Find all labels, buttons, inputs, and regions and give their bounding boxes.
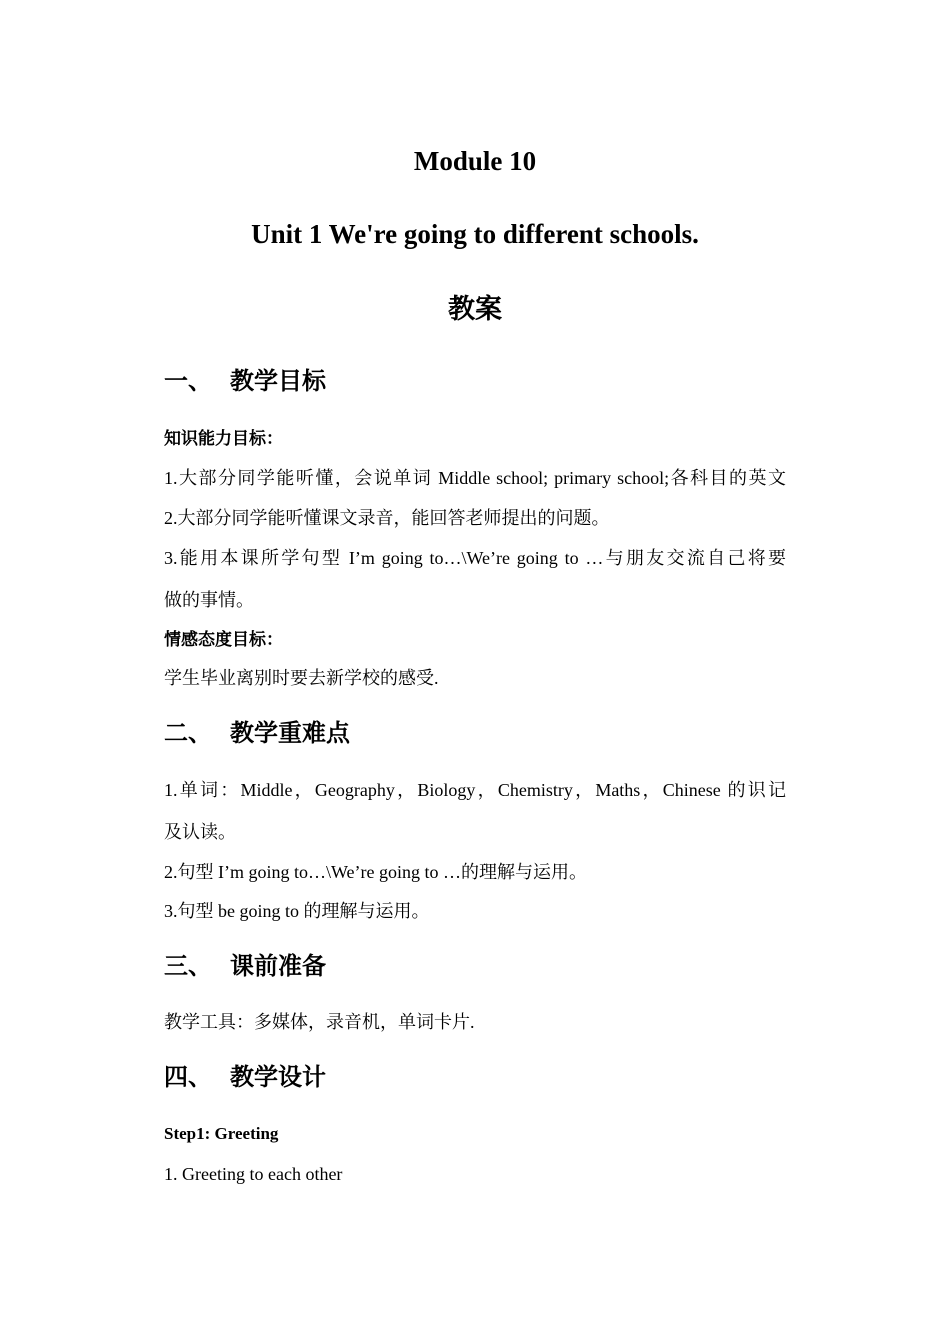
paragraph-line: 1.单词：Middle，Geography，Biology，Chemistry，Maths，Chinese 的识记	[164, 780, 786, 800]
paragraph-line: 2.句型 I’m going to…\We’re going to …的理解与运用。	[164, 862, 588, 882]
section-number: 三、	[164, 954, 212, 980]
paragraph-line: 1.大部分同学能听懂，会说单词 Middle school; primary school;各科目的英文	[164, 468, 786, 488]
section-heading-objectives	[164, 367, 326, 397]
paragraph-line: 学生毕业离别时要去新学校的感受.	[164, 668, 439, 688]
section-number: 一、	[164, 369, 212, 395]
subheading-emotional-goals: 情感态度目标：	[164, 630, 283, 649]
section-number: 二、	[164, 721, 212, 747]
section-number: 四、	[164, 1065, 212, 1091]
paragraph-line: 3.能用本课所学句型 I’m going to…\We’re going to …与朋友交流自己将要	[164, 548, 786, 568]
section-heading-key-points	[164, 719, 350, 749]
paragraph-line: 3.句型 be going to 的理解与运用。	[164, 901, 430, 921]
document-subtitle: 教案	[448, 294, 502, 324]
unit-title: Unit 1 We're going to different schools.	[251, 219, 699, 249]
paragraph-line: 及认读。	[164, 822, 236, 842]
section-title: 教学目标	[230, 369, 326, 395]
section-heading-design	[164, 1063, 326, 1093]
paragraph-line: 1. Greeting to each other	[164, 1164, 343, 1184]
paragraph-line: 教学工具：多媒体，录音机，单词卡片.	[164, 1012, 475, 1032]
step-heading: Step1: Greeting	[164, 1124, 279, 1143]
paragraph-line: 做的事情。	[164, 590, 254, 610]
paragraph-line: 2.大部分同学能听懂课文录音，能回答老师提出的问题。	[164, 508, 610, 528]
section-title: 课前准备	[230, 954, 326, 980]
section-title: 教学重难点	[230, 721, 350, 747]
document-title: Module 10	[413, 146, 537, 176]
section-title: 教学设计	[230, 1065, 326, 1091]
subheading-knowledge-goals: 知识能力目标：	[164, 429, 283, 448]
section-heading-preparation	[164, 952, 326, 982]
